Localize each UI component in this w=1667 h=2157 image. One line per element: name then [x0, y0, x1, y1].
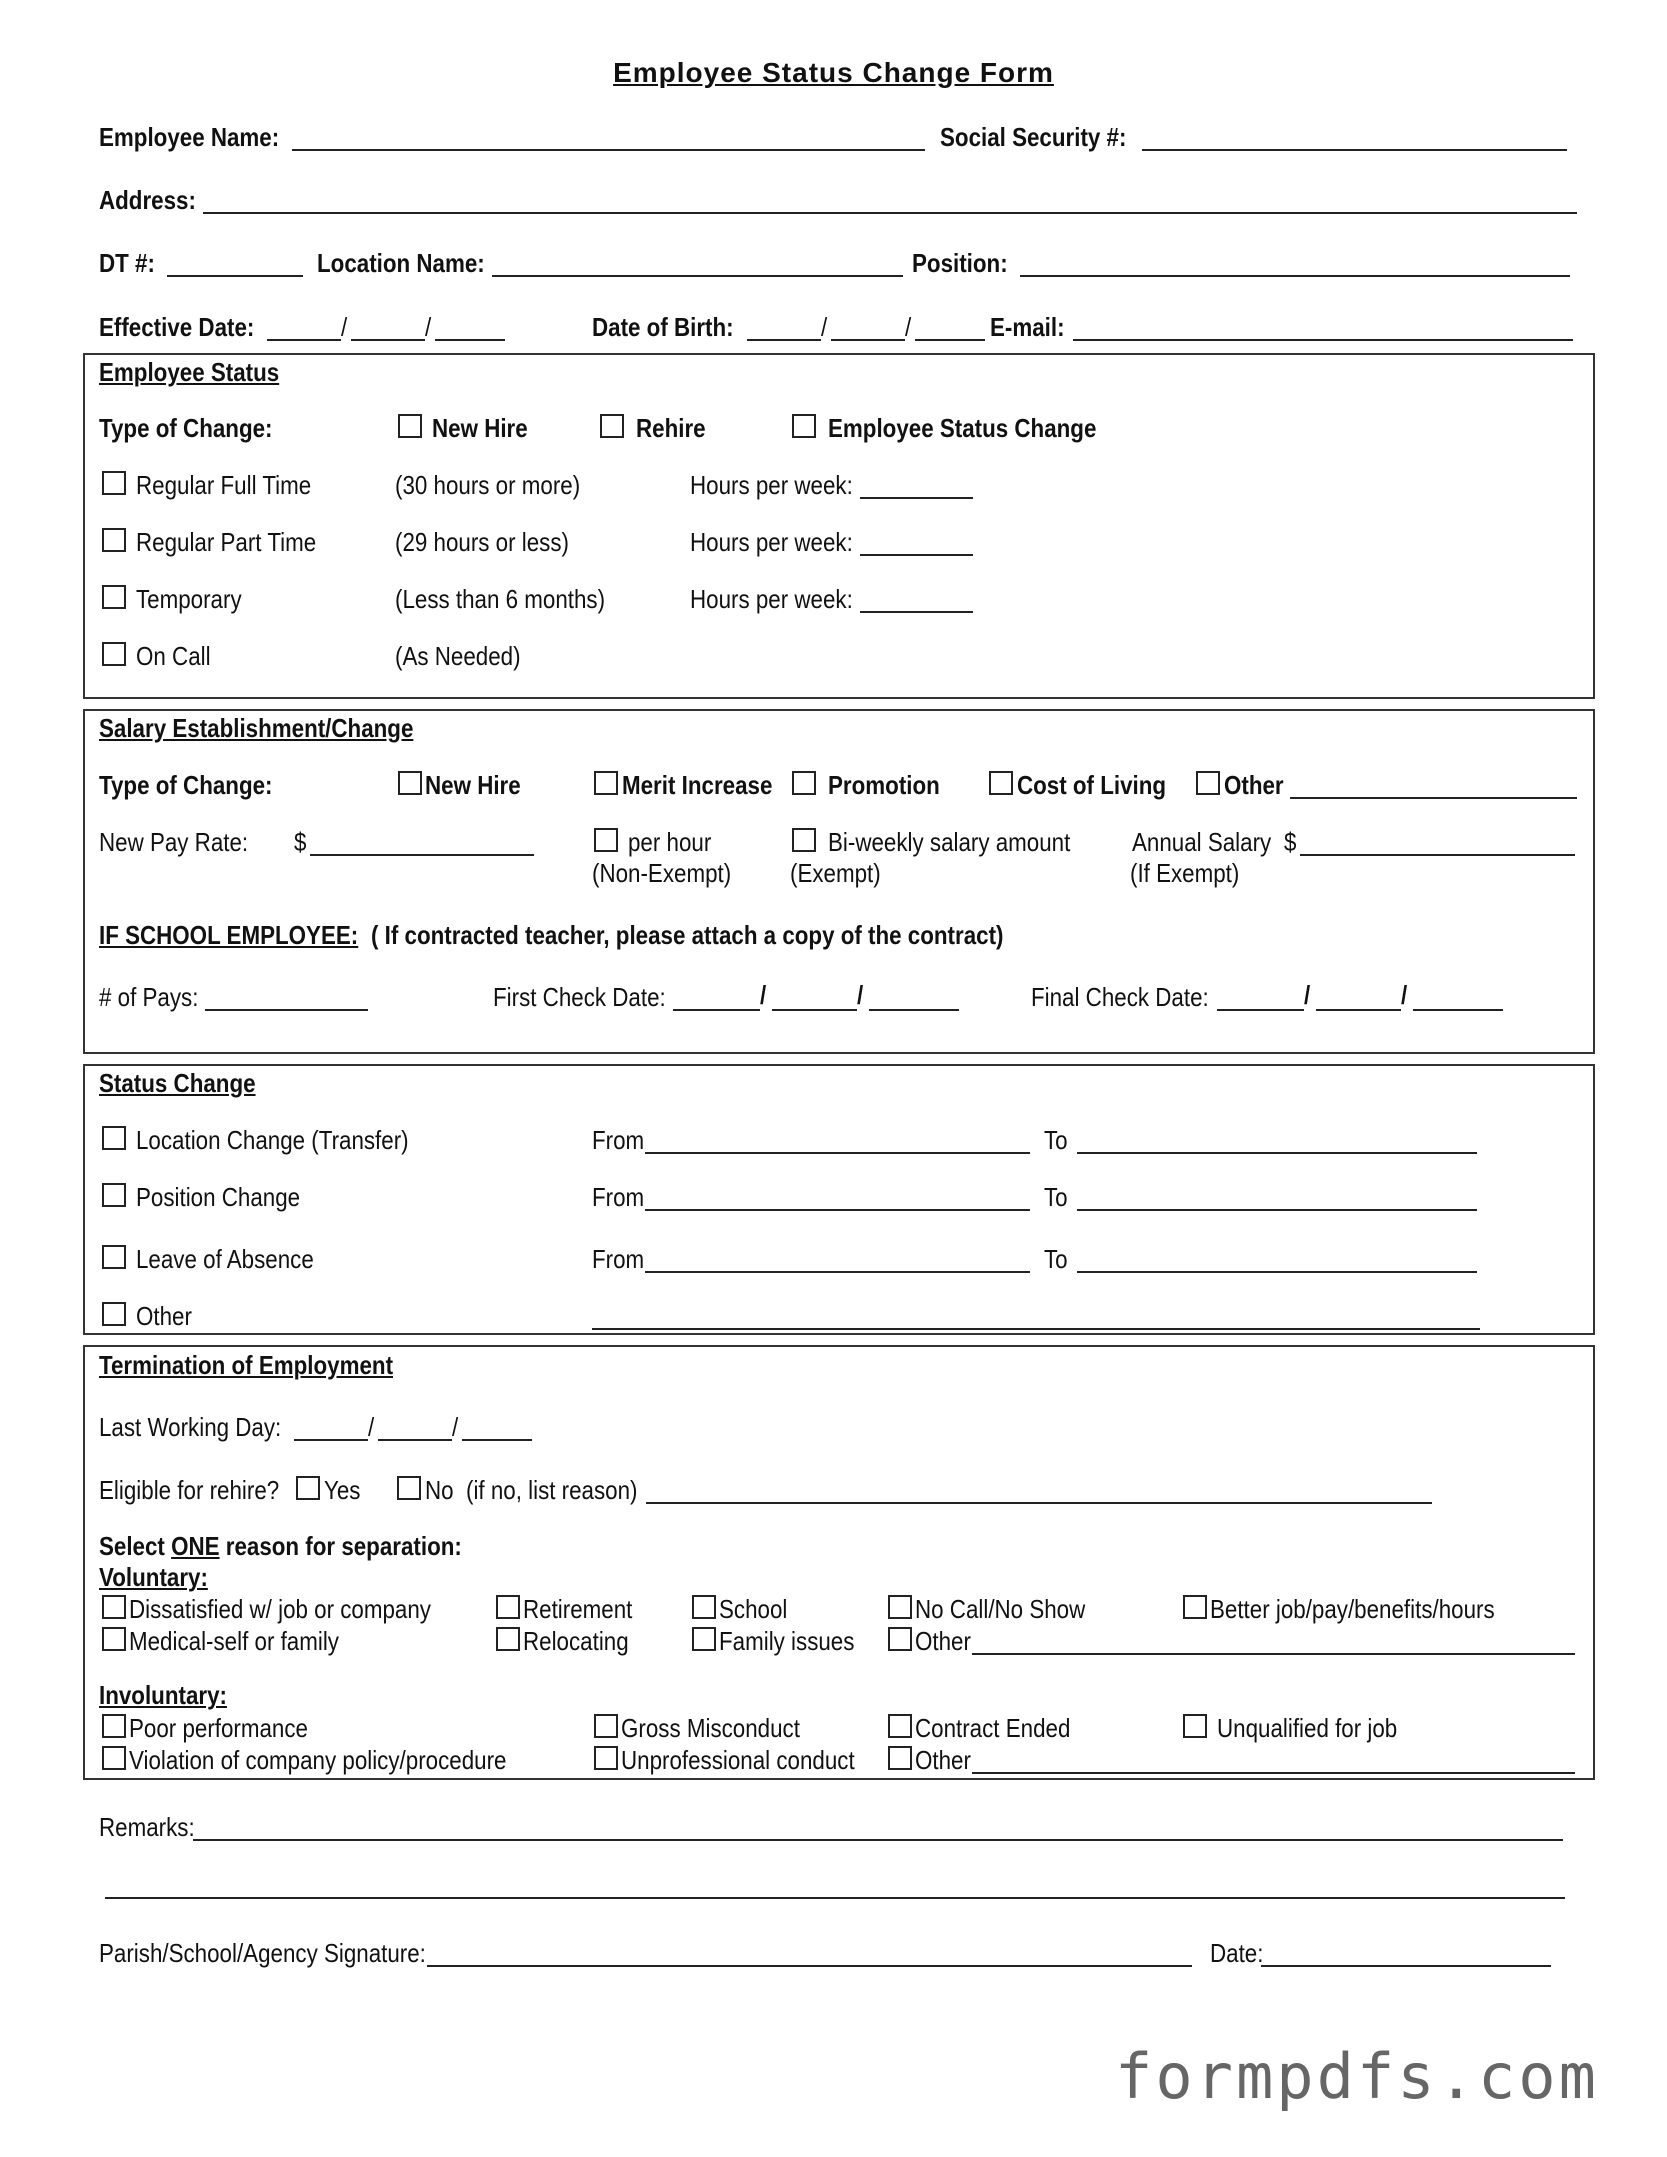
involuntary-heading: Involuntary:: [99, 1680, 227, 1710]
involuntary-other-checkbox[interactable]: [888, 1746, 912, 1770]
biweekly-label: Bi-weekly salary amount: [828, 827, 1071, 857]
involuntary-other-label: Other: [915, 1745, 971, 1775]
voluntary-other-checkbox[interactable]: [888, 1627, 912, 1651]
regular-full-time-label: Regular Full Time: [136, 470, 312, 500]
select-reason-label: Select ONE reason for separation:: [99, 1531, 462, 1561]
non-exempt-label: (Non-Exempt): [592, 858, 732, 888]
family-issues-checkbox[interactable]: [692, 1627, 716, 1651]
termination-heading: Termination of Employment: [99, 1350, 394, 1380]
rehire-checkbox[interactable]: [600, 414, 624, 438]
rehire-yes-checkbox[interactable]: [296, 1476, 320, 1500]
voluntary-heading: Voluntary:: [99, 1562, 208, 1592]
from-label: From: [592, 1244, 645, 1274]
cost-of-living-label: Cost of Living: [1017, 770, 1167, 800]
employee-status-heading: Employee Status: [99, 357, 280, 387]
dt-field[interactable]: [167, 275, 303, 277]
employee-status-section: [83, 353, 1595, 699]
final-check-year[interactable]: [1413, 1009, 1503, 1011]
no-reason-field[interactable]: [646, 1502, 1432, 1504]
num-pays-field[interactable]: [205, 1009, 368, 1011]
dollar-sign: $: [1284, 827, 1297, 857]
date-slash: /: [452, 1412, 459, 1442]
dissatisfied-label: Dissatisfied w/ job or company: [129, 1594, 431, 1624]
first-check-label: First Check Date:: [493, 982, 666, 1012]
new-pay-rate-field[interactable]: [310, 854, 534, 856]
leave-from-field[interactable]: [645, 1271, 1030, 1273]
first-check-year[interactable]: [869, 1009, 959, 1011]
date-slash: /: [1304, 980, 1311, 1010]
first-check-day[interactable]: [772, 1009, 857, 1011]
voluntary-other-label: Other: [915, 1626, 971, 1656]
poor-performance-label: Poor performance: [129, 1713, 308, 1743]
biweekly-checkbox[interactable]: [792, 828, 816, 852]
salary-new-hire-checkbox[interactable]: [398, 771, 422, 795]
status-change-heading: Status Change: [99, 1068, 256, 1098]
position-from-field[interactable]: [645, 1209, 1030, 1211]
relocating-label: Relocating: [523, 1626, 629, 1656]
employee-status-change-checkbox[interactable]: [792, 414, 816, 438]
final-check-month[interactable]: [1217, 1009, 1304, 1011]
leave-to-field[interactable]: [1077, 1271, 1477, 1273]
regular-full-time-note: (30 hours or more): [395, 470, 581, 500]
school-employee-label: IF SCHOOL EMPLOYEE:: [99, 920, 359, 950]
dob-month[interactable]: [747, 339, 821, 341]
new-hire-label: New Hire: [432, 413, 528, 443]
regular-part-time-label: Regular Part Time: [136, 527, 317, 557]
effective-date-day[interactable]: [351, 339, 425, 341]
salary-heading: Salary Establishment/Change: [99, 713, 414, 743]
salary-new-hire-label: New Hire: [425, 770, 521, 800]
on-call-note: (As Needed): [395, 641, 521, 671]
salary-other-field[interactable]: [1290, 797, 1577, 799]
gross-misconduct-label: Gross Misconduct: [621, 1713, 800, 1743]
regular-part-time-checkbox[interactable]: [102, 528, 126, 552]
date-slash: /: [425, 312, 432, 342]
per-hour-checkbox[interactable]: [594, 828, 618, 852]
no-call-no-show-checkbox[interactable]: [888, 1595, 912, 1619]
retirement-label: Retirement: [523, 1594, 633, 1624]
to-label: To: [1044, 1125, 1068, 1155]
new-hire-checkbox[interactable]: [398, 414, 422, 438]
temporary-note: (Less than 6 months): [395, 584, 606, 614]
dissatisfied-checkbox[interactable]: [102, 1595, 126, 1619]
employee-name-field[interactable]: [292, 149, 925, 151]
promotion-label: Promotion: [828, 770, 940, 800]
better-job-checkbox[interactable]: [1183, 1595, 1207, 1619]
dt-label: DT #:: [99, 248, 155, 278]
poor-performance-checkbox[interactable]: [102, 1714, 126, 1738]
eligible-rehire-label: Eligible for rehire?: [99, 1475, 280, 1505]
to-label: To: [1044, 1182, 1068, 1212]
email-field[interactable]: [1073, 339, 1573, 341]
first-check-month[interactable]: [673, 1009, 760, 1011]
school-employee-note: ( If contracted teacher, please attach a copy of the contract): [371, 920, 1004, 950]
location-name-field[interactable]: [492, 275, 903, 277]
status-other-label: Other: [136, 1301, 192, 1331]
location-change-label: Location Change (Transfer): [136, 1125, 409, 1155]
school-label: School: [719, 1594, 788, 1624]
involuntary-other-field[interactable]: [972, 1772, 1575, 1774]
effective-date-month[interactable]: [267, 339, 341, 341]
final-check-label: Final Check Date:: [1031, 982, 1209, 1012]
last-day-year[interactable]: [462, 1439, 532, 1441]
location-to-field[interactable]: [1077, 1152, 1477, 1154]
location-name-label: Location Name:: [317, 248, 485, 278]
last-day-month[interactable]: [294, 1439, 368, 1441]
salary-other-label: Other: [1224, 770, 1284, 800]
effective-date-year[interactable]: [435, 339, 505, 341]
exempt-label: (Exempt): [790, 858, 881, 888]
from-label: From: [592, 1182, 645, 1212]
on-call-checkbox[interactable]: [102, 642, 126, 666]
salary-type-label: Type of Change:: [99, 770, 273, 800]
family-issues-label: Family issues: [719, 1626, 855, 1656]
signature-date-label: Date:: [1210, 1938, 1264, 1968]
form-title: Employee Status Change Form: [613, 57, 1054, 88]
annual-salary-label: Annual Salary: [1132, 827, 1272, 857]
type-of-change-label: Type of Change:: [99, 413, 273, 443]
to-label: To: [1044, 1244, 1068, 1274]
address-field[interactable]: [203, 212, 1577, 214]
date-slash: /: [905, 312, 912, 342]
employee-status-change-label: Employee Status Change: [828, 413, 1097, 443]
on-call-label: On Call: [136, 641, 211, 671]
leave-of-absence-checkbox[interactable]: [102, 1245, 126, 1269]
full-time-hours-field[interactable]: [860, 497, 973, 499]
rehire-no-label: No: [425, 1475, 454, 1505]
effective-date-label: Effective Date:: [99, 312, 255, 342]
ssn-field[interactable]: [1142, 149, 1567, 151]
signature-field[interactable]: [427, 1965, 1192, 1967]
part-time-hours-field[interactable]: [860, 554, 973, 556]
temporary-label: Temporary: [136, 584, 242, 614]
gross-misconduct-checkbox[interactable]: [594, 1714, 618, 1738]
school-checkbox[interactable]: [692, 1595, 716, 1619]
merit-increase-label: Merit Increase: [622, 770, 773, 800]
promotion-checkbox[interactable]: [792, 771, 816, 795]
hours-per-week-label: Hours per week:: [690, 527, 853, 557]
temporary-hours-field[interactable]: [860, 611, 973, 613]
rehire-label: Rehire: [636, 413, 706, 443]
date-slash: /: [821, 312, 828, 342]
leave-of-absence-label: Leave of Absence: [136, 1244, 314, 1274]
per-hour-label: per hour: [628, 827, 712, 857]
ssn-label: Social Security #:: [940, 122, 1127, 152]
status-other-checkbox[interactable]: [102, 1302, 126, 1326]
position-change-label: Position Change: [136, 1182, 301, 1212]
status-other-field[interactable]: [592, 1328, 1480, 1330]
position-field[interactable]: [1020, 275, 1570, 277]
email-label: E-mail:: [990, 312, 1065, 342]
better-job-label: Better job/pay/benefits/hours: [1210, 1594, 1495, 1624]
retirement-checkbox[interactable]: [496, 1595, 520, 1619]
address-label: Address:: [99, 185, 196, 215]
dollar-sign: $: [294, 827, 307, 857]
position-to-field[interactable]: [1077, 1209, 1477, 1211]
unqualified-label: Unqualified for job: [1217, 1713, 1398, 1743]
policy-violation-label: Violation of company policy/procedure: [129, 1745, 507, 1775]
remarks-label: Remarks:: [99, 1812, 195, 1842]
rehire-yes-label: Yes: [324, 1475, 361, 1505]
rehire-no-checkbox[interactable]: [397, 1476, 421, 1500]
last-working-day-label: Last Working Day:: [99, 1412, 282, 1442]
dob-label: Date of Birth:: [592, 312, 734, 342]
new-pay-rate-label: New Pay Rate:: [99, 827, 249, 857]
no-reason-label: (if no, list reason): [466, 1475, 638, 1505]
hours-per-week-label: Hours per week:: [690, 584, 853, 614]
medical-label: Medical-self or family: [129, 1626, 339, 1656]
cost-of-living-checkbox[interactable]: [989, 771, 1013, 795]
regular-part-time-note: (29 hours or less): [395, 527, 569, 557]
if-exempt-label: (If Exempt): [1130, 858, 1240, 888]
final-check-day[interactable]: [1316, 1009, 1401, 1011]
num-pays-label: # of Pays:: [99, 982, 199, 1012]
date-slash: /: [341, 312, 348, 342]
dob-year[interactable]: [915, 339, 985, 341]
status-change-section: [83, 1064, 1595, 1335]
unprofessional-label: Unprofessional conduct: [621, 1745, 855, 1775]
position-change-checkbox[interactable]: [102, 1183, 126, 1207]
annual-salary-field[interactable]: [1300, 854, 1575, 856]
watermark: formpdfs.com: [1115, 2040, 1599, 2113]
date-slash: /: [760, 980, 767, 1010]
signature-date-field[interactable]: [1261, 1965, 1551, 1967]
from-label: From: [592, 1125, 645, 1155]
date-slash: /: [368, 1412, 375, 1442]
location-change-checkbox[interactable]: [102, 1126, 126, 1150]
hours-per-week-label: Hours per week:: [690, 470, 853, 500]
voluntary-other-field[interactable]: [972, 1653, 1575, 1655]
date-slash: /: [857, 980, 864, 1010]
salary-other-checkbox[interactable]: [1196, 771, 1220, 795]
remarks-field-line-2[interactable]: [105, 1897, 1565, 1899]
remarks-field[interactable]: [193, 1839, 1563, 1841]
employee-name-label: Employee Name:: [99, 122, 280, 152]
medical-checkbox[interactable]: [102, 1627, 126, 1651]
signature-label: Parish/School/Agency Signature:: [99, 1938, 426, 1968]
temporary-checkbox[interactable]: [102, 585, 126, 609]
location-from-field[interactable]: [645, 1152, 1030, 1154]
last-day-day[interactable]: [378, 1439, 452, 1441]
dob-day[interactable]: [831, 339, 905, 341]
unprofessional-checkbox[interactable]: [594, 1746, 618, 1770]
contract-ended-label: Contract Ended: [915, 1713, 1071, 1743]
no-call-no-show-label: No Call/No Show: [915, 1594, 1086, 1624]
position-label: Position:: [912, 248, 1008, 278]
merit-increase-checkbox[interactable]: [594, 771, 618, 795]
unqualified-checkbox[interactable]: [1183, 1714, 1207, 1738]
contract-ended-checkbox[interactable]: [888, 1714, 912, 1738]
policy-violation-checkbox[interactable]: [102, 1746, 126, 1770]
regular-full-time-checkbox[interactable]: [102, 471, 126, 495]
relocating-checkbox[interactable]: [496, 1627, 520, 1651]
date-slash: /: [1401, 980, 1408, 1010]
